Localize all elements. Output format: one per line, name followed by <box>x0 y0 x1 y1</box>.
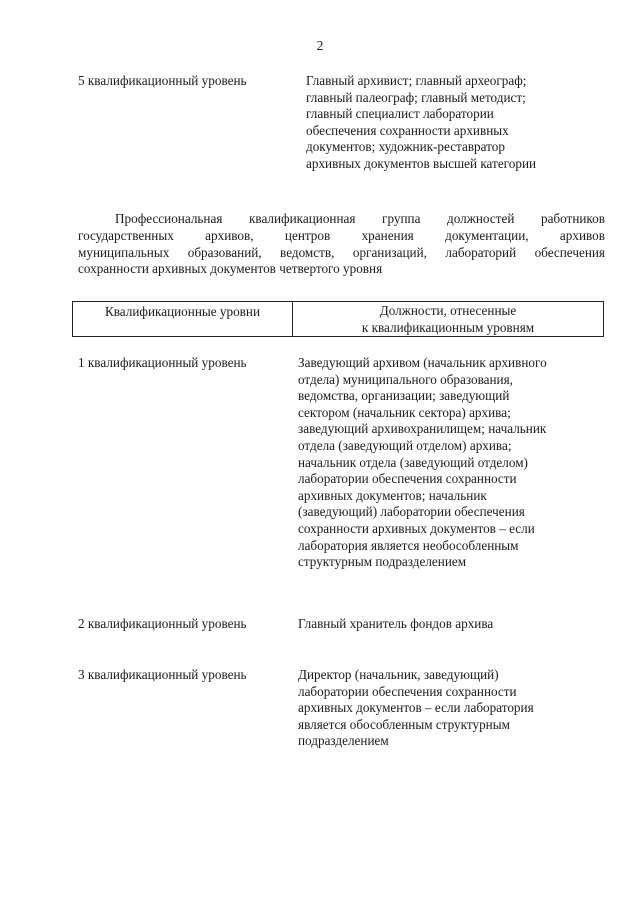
positions-line: начальник отдела (заведующий отделом) <box>298 454 528 470</box>
page-number: 2 <box>316 38 324 53</box>
positions-line: лаборатория является необособленным <box>298 537 519 553</box>
positions-line: лаборатории обеспечения сохранности <box>298 683 517 699</box>
column-header-levels: Квалификационные уровни <box>104 304 261 319</box>
positions-line: является обособленным структурным <box>298 716 510 732</box>
positions-line: подразделением <box>298 733 389 749</box>
positions-line: структурным подразделением <box>298 554 467 570</box>
positions-line: главный палеограф; главный методист; <box>306 89 526 105</box>
qualification-level-label: 5 квалификационный уровень <box>78 73 247 88</box>
column-header-positions <box>293 303 603 336</box>
positions-line: сохранности архивных документов – если <box>298 520 535 536</box>
group-heading-line: государственных архивов, центров хранения документации, архивов <box>78 227 605 243</box>
positions-text <box>298 616 493 633</box>
positions-text <box>306 73 536 173</box>
column-header-line: Должности, отнесенные <box>379 303 517 318</box>
group-heading-line: муниципальных образований, ведомств, организаций, лабораторий обеспечения <box>78 244 605 260</box>
qualification-level-label: 2 квалификационный уровень <box>78 616 247 631</box>
positions-line: Главный хранитель фондов архива <box>298 616 494 631</box>
column-header-line: к квалификационным уровням <box>361 319 535 335</box>
positions-text <box>298 667 534 750</box>
qualification-level-label: 1 квалификационный уровень <box>78 355 247 370</box>
positions-line: архивных документов высшей категории <box>306 155 537 171</box>
group-heading <box>78 211 605 278</box>
positions-line: отдела (заведующий отделом) архива; <box>298 437 512 453</box>
group-heading-line: сохранности архивных документов четвертого уровня <box>78 261 383 277</box>
positions-text <box>298 355 547 571</box>
positions-line: лаборатории обеспечения сохранности <box>298 471 517 487</box>
positions-line: ведомства, организации; заведующий <box>298 388 510 404</box>
positions-line: документов; художник-реставратор <box>306 139 505 155</box>
positions-line: Главный архивист; главный археограф; <box>306 73 527 88</box>
qualification-level-label: 3 квалификационный уровень <box>78 667 247 682</box>
group-heading-line: Профессиональная квалификационная группа должностей работников <box>115 211 605 226</box>
positions-line: архивных документов; начальник <box>298 487 487 503</box>
positions-line: Заведующий архивом (начальник архивного <box>298 355 547 370</box>
positions-line: обеспечения сохранности архивных <box>306 122 509 138</box>
positions-line: архивных документов – если лаборатория <box>298 700 534 716</box>
table-header <box>72 301 604 337</box>
positions-line: главный специалист лаборатории <box>306 106 494 122</box>
positions-line: сектором (начальник сектора) архива; <box>298 404 511 420</box>
positions-line: (заведующий) лаборатории обеспечения <box>298 504 525 520</box>
positions-line: Директор (начальник, заведующий) <box>298 667 499 682</box>
positions-line: заведующий архивохранилищем; начальник <box>298 421 547 437</box>
positions-line: отдела) муниципального образования, <box>298 371 513 387</box>
